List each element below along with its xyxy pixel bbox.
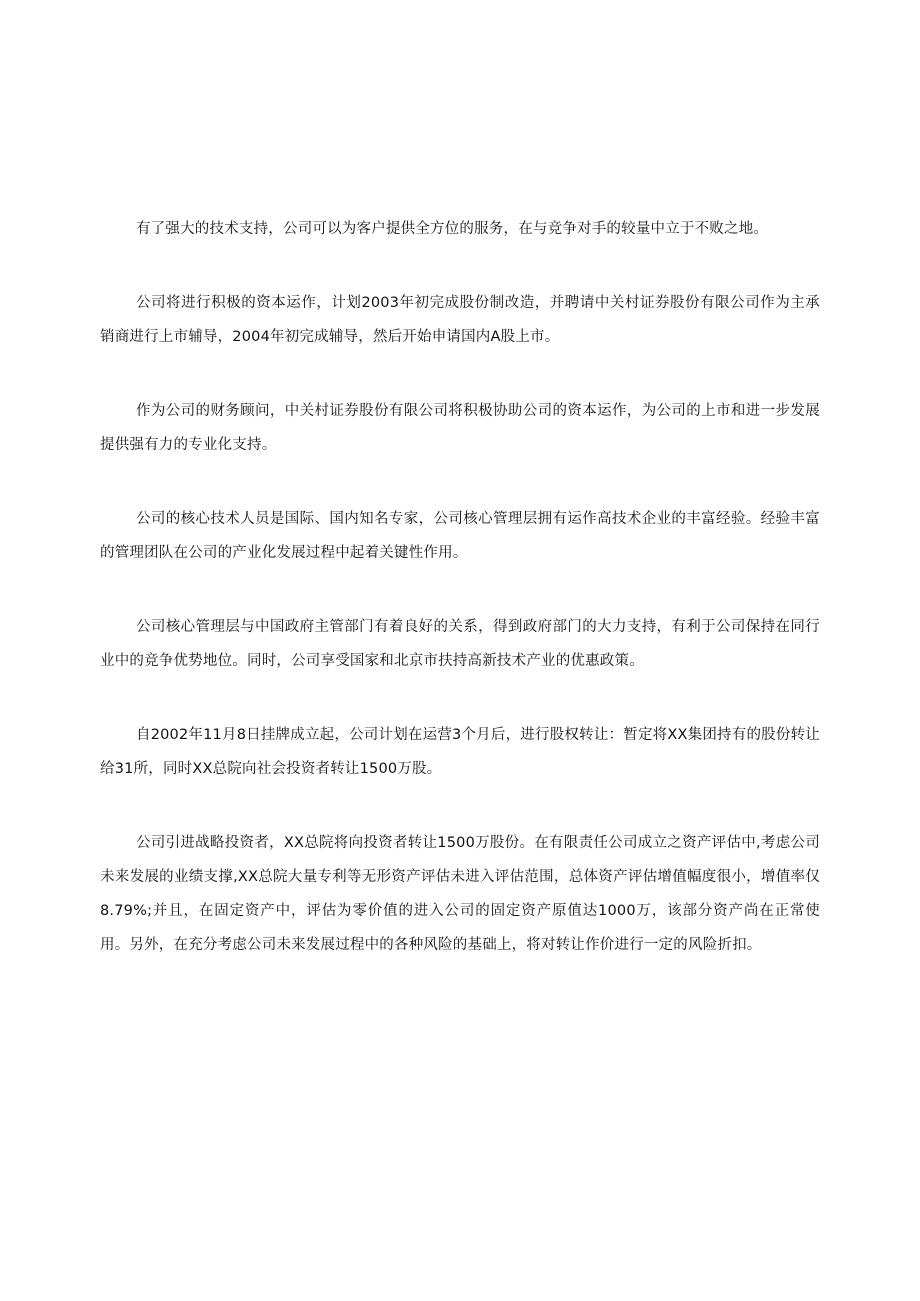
paragraph-2: 公司将进行积极的资本运作，计划2003年初完成股份制改造，并聘请中关村证券股份有限公司作为主承销商进行上市辅导，2004年初完成辅导，然后开始申请国内A股上市。 — [100, 295, 820, 345]
paragraph-1: 有了强大的技术支持，公司可以为客户提供全方位的服务，在与竞争对手的较量中立于不败之地。 — [136, 221, 769, 237]
document-body — [100, 212, 820, 962]
paragraph-6: 自2002年11月8日挂牌成立起，公司计划在运营3个月后，进行股权转让：暂定将XX集团持有的股份转让给31所，同时XX总院向社会投资者转让1500万股。 — [100, 727, 820, 777]
paragraph-3: 作为公司的财务顾问，中关村证券股份有限公司将积极协助公司的资本运作，为公司的上市和进一步发展提供强有力的专业化支持。 — [100, 403, 820, 453]
paragraph-5: 公司核心管理层与中国政府主管部门有着良好的关系，得到政府部门的大力支持，有利于公司保持在同行业中的竞争优势地位。同时，公司享受国家和北京市扶持高新技术产业的优惠政策。 — [100, 619, 820, 669]
paragraph-7: 公司引进战略投资者，XX总院将向投资者转让1500万股份。在有限责任公司成立之资产评估中,考虑公司未来发展的业绩支撑,XX总院大量专利等无形资产评估未进入评估范围，总体资产评估增值幅度很小，增值率仅8.79%;并且，在固定资产中，评估为零价值的进入公司的固定资产原值达1000万，该部分资产尚在正常使用。另外，在充分考虑公司未来发展过程中的各种风险的基础上，将对转让作价进行一定的风险折扣。 — [100, 835, 820, 953]
paragraph-4: 公司的核心技术人员是国际、国内知名专家，公司核心管理层拥有运作高技术企业的丰富经验。经验丰富的管理团队在公司的产业化发展过程中起着关键性作用。 — [100, 511, 820, 561]
